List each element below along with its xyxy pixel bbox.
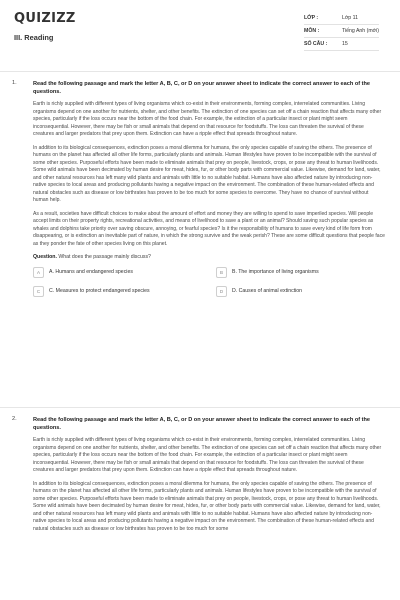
option-d[interactable] [216, 286, 302, 296]
meta-value: Tiếng Anh (mới) [342, 28, 379, 34]
worksheet-header [0, 0, 400, 66]
question-number: 2. [12, 416, 17, 422]
passage-paragraph: In addition to its biological consequences, extinction poses a moral dilemma for humans, the only species capable of saving the others. The presence of humans on the planet has affected all other life forms, particularly plants and animals. Human lifestyles have proven to be incompatible with the survival of some other species. Purposeful efforts have been made to eliminate animals that prey on people, livestock, crops, or pose any threat to human livelihoods. Some wild animals have been decimated by human desire for meat, hides, fur, or other body parts with commercial value. Likewise, demand for land, water, and other natural resources has left many wild plants and animals with little to no suitable habitat. Humans have also affected nature by introducing non-native species to local areas and producing pollutants having a negative impact on the environment. The combination of these human-related effects and natural obstacles such as disease or low birthrates has proven to be too much for some [33, 480, 381, 532]
option-text: B. The importance of living organisms [232, 269, 319, 276]
option-text: D. Causes of animal extinction [232, 288, 303, 295]
header-divider [0, 71, 400, 72]
option-letter-box: C [33, 286, 44, 297]
meta-row-subject [304, 25, 379, 38]
option-text: C. Measures to protect endangered species [49, 288, 150, 295]
passage-paragraph: Earth is richly supplied with different types of living organisms which co-exist in their environments, forming complex, interrelated communities. Living organisms depend on one another for nutrients, shelter, and other benefits. The extinction of one species can set off a chain reaction that affects many other species, particularly if the loss occurs near the bottom of the food chain. For example, the extinction of a particular insect or plant might seem inconsequential. However, there may be fish or small animals that depend on that resource for foodstuffs. The loss can threaten the survival of these creatures and larger predators that prey upon them. Extinction can have a ripple effect that spreads throughout nature. [33, 101, 382, 138]
option-letter-box: B [216, 267, 227, 278]
section-title: III. Reading [14, 33, 54, 42]
quizizz-logo: QUIZIZZ [14, 11, 76, 26]
question-divider [0, 407, 400, 408]
passage-paragraph: In addition to its biological consequences, extinction poses a moral dilemma for humans, the only species capable of saving the others. The presence of humans on the planet has affected all other life forms, particularly plants and animals. Human lifestyles have proven to be incompatible with the survival of some other species. Purposeful efforts have been made to eliminate animals that prey on people, livestock, crops, or pose any threat to human livelihoods. Some wild animals have been decimated by human desire for meat, hides, fur, or other body parts with commercial value. Likewise, demand for land, water, and other natural resources has left many wild plants and animals with little to no suitable habitat. Humans have also affected nature by introducing non-native species to local areas and producing pollutants having a negative impact on the environment. The combination of these human-related effects and natural obstacles such as disease or low birthrates has proven to be too much for some species to overcome. They have no chance of survival without human help. [33, 144, 381, 204]
question-label: Question. [33, 254, 57, 261]
passage-paragraph: Earth is richly supplied with different types of living organisms which co-exist in their environments, forming complex, interrelated communities. Living organisms depend on one another for nutrients, shelter, and other benefits. The extinction of one species can set off a chain reaction that affects many other species, particularly if the loss occurs near the bottom of the food chain. For example, the extinction of a particular insect or plant might seem inconsequential. However, there may be fish or small animals that depend on that resource for foodstuffs. The loss can threaten the survival of these creatures and larger predators that prey upon them. Extinction can have a ripple effect that spreads throughout nature. [33, 437, 382, 474]
meta-row-count [304, 38, 379, 51]
option-a[interactable] [33, 267, 133, 277]
meta-key: LỚP : [304, 15, 319, 21]
question-number: 1. [12, 80, 17, 86]
question-prompt [33, 254, 385, 260]
question-text: What does the passage mainly discuss? [58, 254, 151, 261]
question-instruction: Read the following passage and mark the letter A, B, C, or D on your answer sheet to indicate the correct answer to each of the questions. [33, 417, 371, 432]
meta-row-class [304, 12, 379, 25]
option-text: A. Humans and endangered species [49, 269, 133, 276]
passage-paragraph: As a result, societies have difficult choices to make about the amount of effort and money they are willing to spend to save imperiled species. Will people accept limits on their property rights, recreational activities, and means of livelihood to save a plant or an animal? Should saving such popular species as whales and dolphins take priority over saving obscure, annoying, or fearful species? Is it the responsibility of humans to save every kind of life form from disappearing, or is extinction an inevitable part of nature, in which the strong survive and the weak perish? These are some difficult questions that people face as they ponder the fate of other species living on this planet. [33, 210, 385, 247]
meta-value: Lớp 11 [342, 15, 358, 21]
option-b[interactable] [216, 267, 319, 277]
option-letter-box: D [216, 286, 227, 297]
option-c[interactable] [33, 286, 150, 296]
answer-options [33, 267, 385, 307]
question-body [33, 80, 385, 307]
option-letter-box: A [33, 267, 44, 278]
question-body [33, 416, 385, 539]
question-instruction: Read the following passage and mark the letter A, B, C, or D on your answer sheet to indicate the correct answer to each of the questions. [33, 81, 371, 96]
meta-value: 15 [342, 41, 348, 47]
meta-key: SỐ CÂU : [304, 41, 328, 47]
meta-table [304, 12, 379, 51]
meta-key: MÔN : [304, 28, 320, 34]
